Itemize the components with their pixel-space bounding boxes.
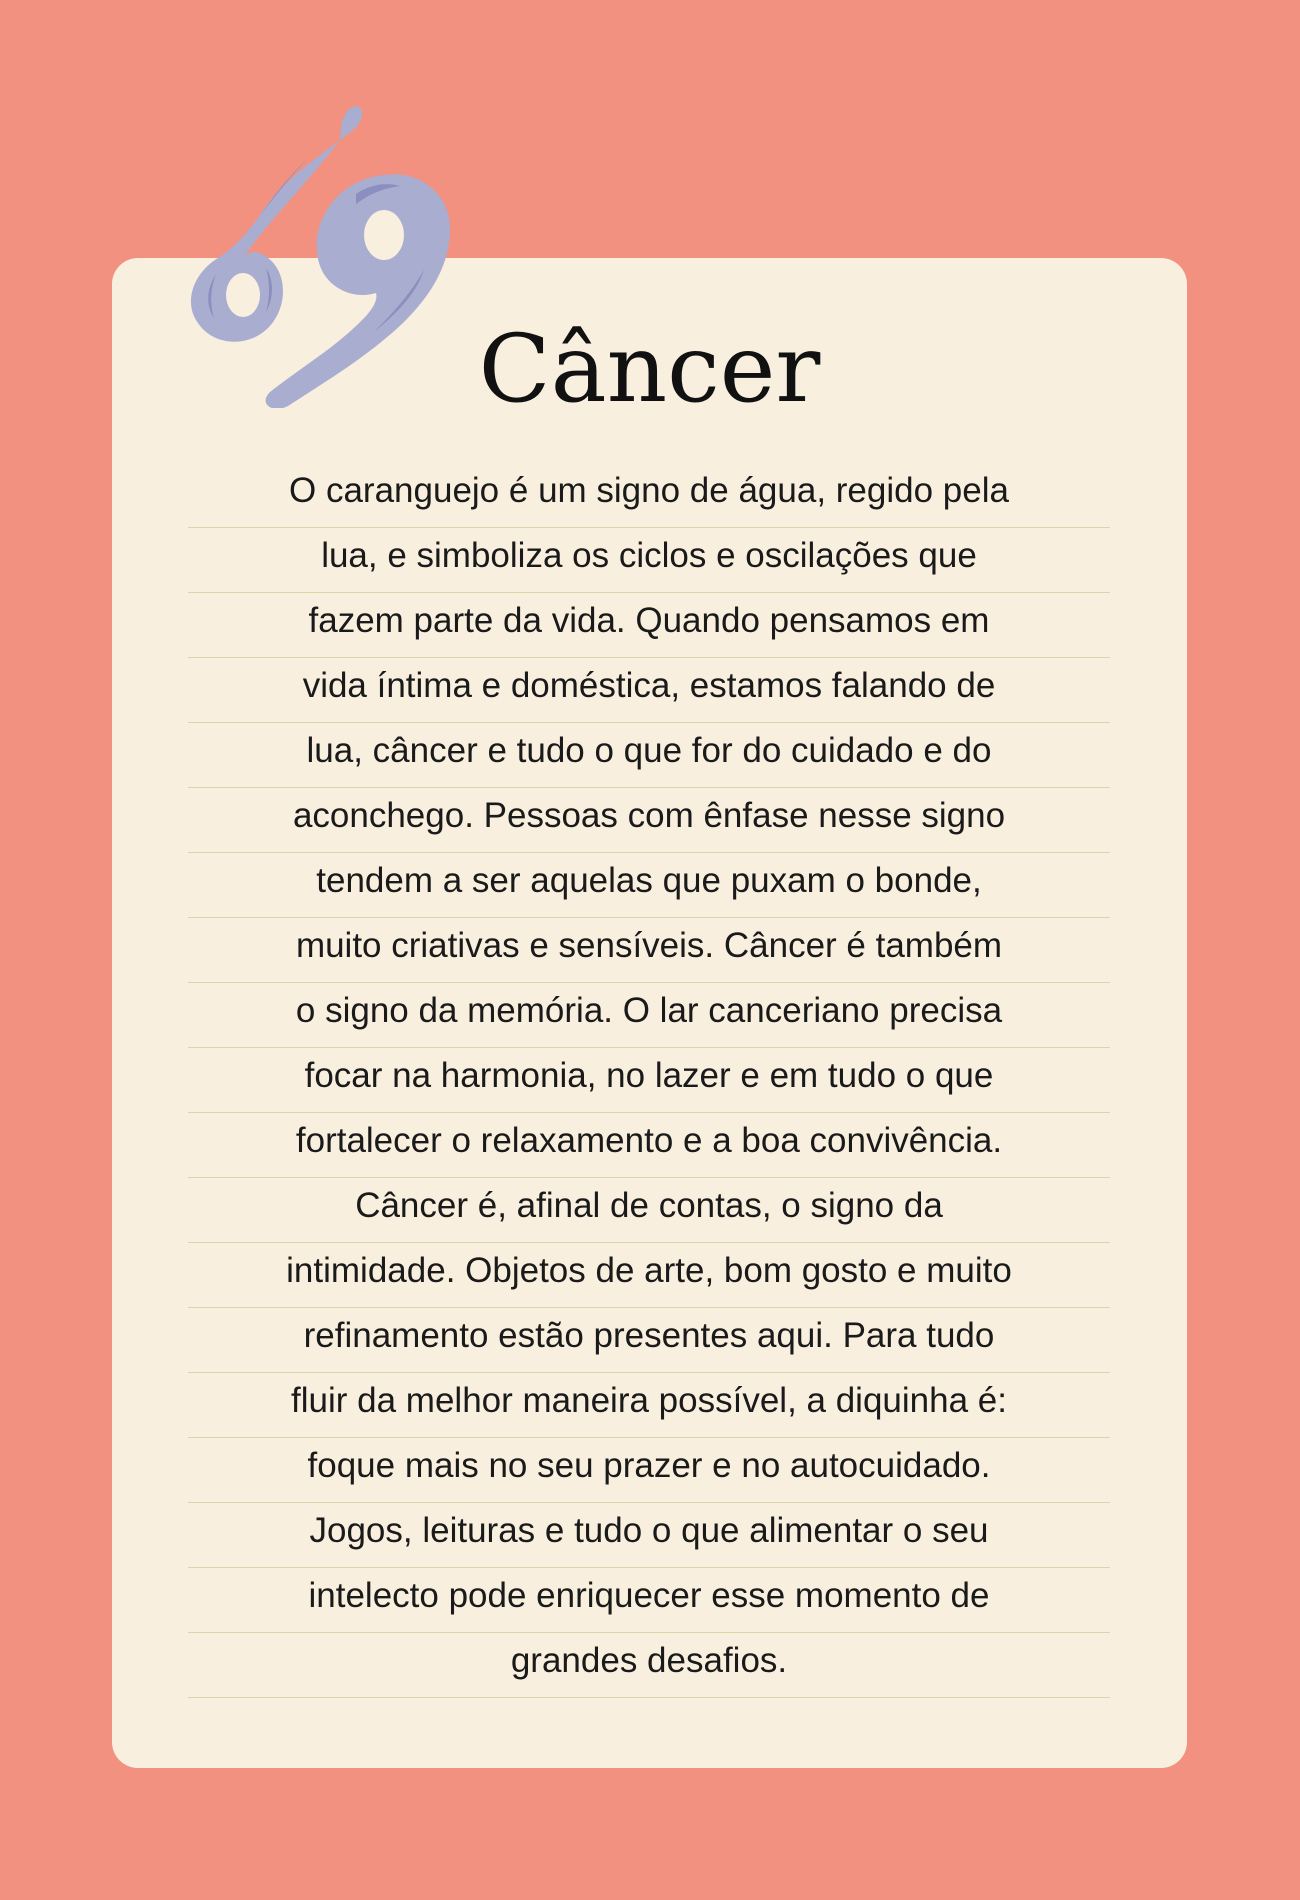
text-line: tendem a ser aquelas que puxam o bonde,: [188, 853, 1110, 918]
text-line: focar na harmonia, no lazer e em tudo o que: [188, 1048, 1110, 1113]
text-line: Câncer é, afinal de contas, o signo da: [188, 1178, 1110, 1243]
text-line: O caranguejo é um signo de água, regido pela: [188, 463, 1110, 528]
text-line: o signo da memória. O lar canceriano precisa: [188, 983, 1110, 1048]
body-text: [188, 463, 1110, 1698]
text-line: lua, câncer e tudo o que for do cuidado e do: [188, 723, 1110, 788]
page-title: Câncer: [478, 315, 821, 424]
text-line: refinamento estão presentes aqui. Para tudo: [188, 1308, 1110, 1373]
text-line: fluir da melhor maneira possível, a diquinha é:: [188, 1373, 1110, 1438]
text-line: fortalecer o relaxamento e a boa convivência.: [188, 1113, 1110, 1178]
text-line: grandes desafios.: [188, 1633, 1110, 1698]
text-line: foque mais no seu prazer e no autocuidado.: [188, 1438, 1110, 1503]
text-line: Jogos, leituras e tudo o que alimentar o seu: [188, 1503, 1110, 1568]
text-line: intimidade. Objetos de arte, bom gosto e muito: [188, 1243, 1110, 1308]
text-line: vida íntima e doméstica, estamos falando de: [188, 658, 1110, 723]
text-line: lua, e simboliza os ciclos e oscilações que: [188, 528, 1110, 593]
text-line: fazem parte da vida. Quando pensamos em: [188, 593, 1110, 658]
text-line: muito criativas e sensíveis. Câncer é também: [188, 918, 1110, 983]
text-line: aconchego. Pessoas com ênfase nesse signo: [188, 788, 1110, 853]
text-line: intelecto pode enriquecer esse momento de: [188, 1568, 1110, 1633]
